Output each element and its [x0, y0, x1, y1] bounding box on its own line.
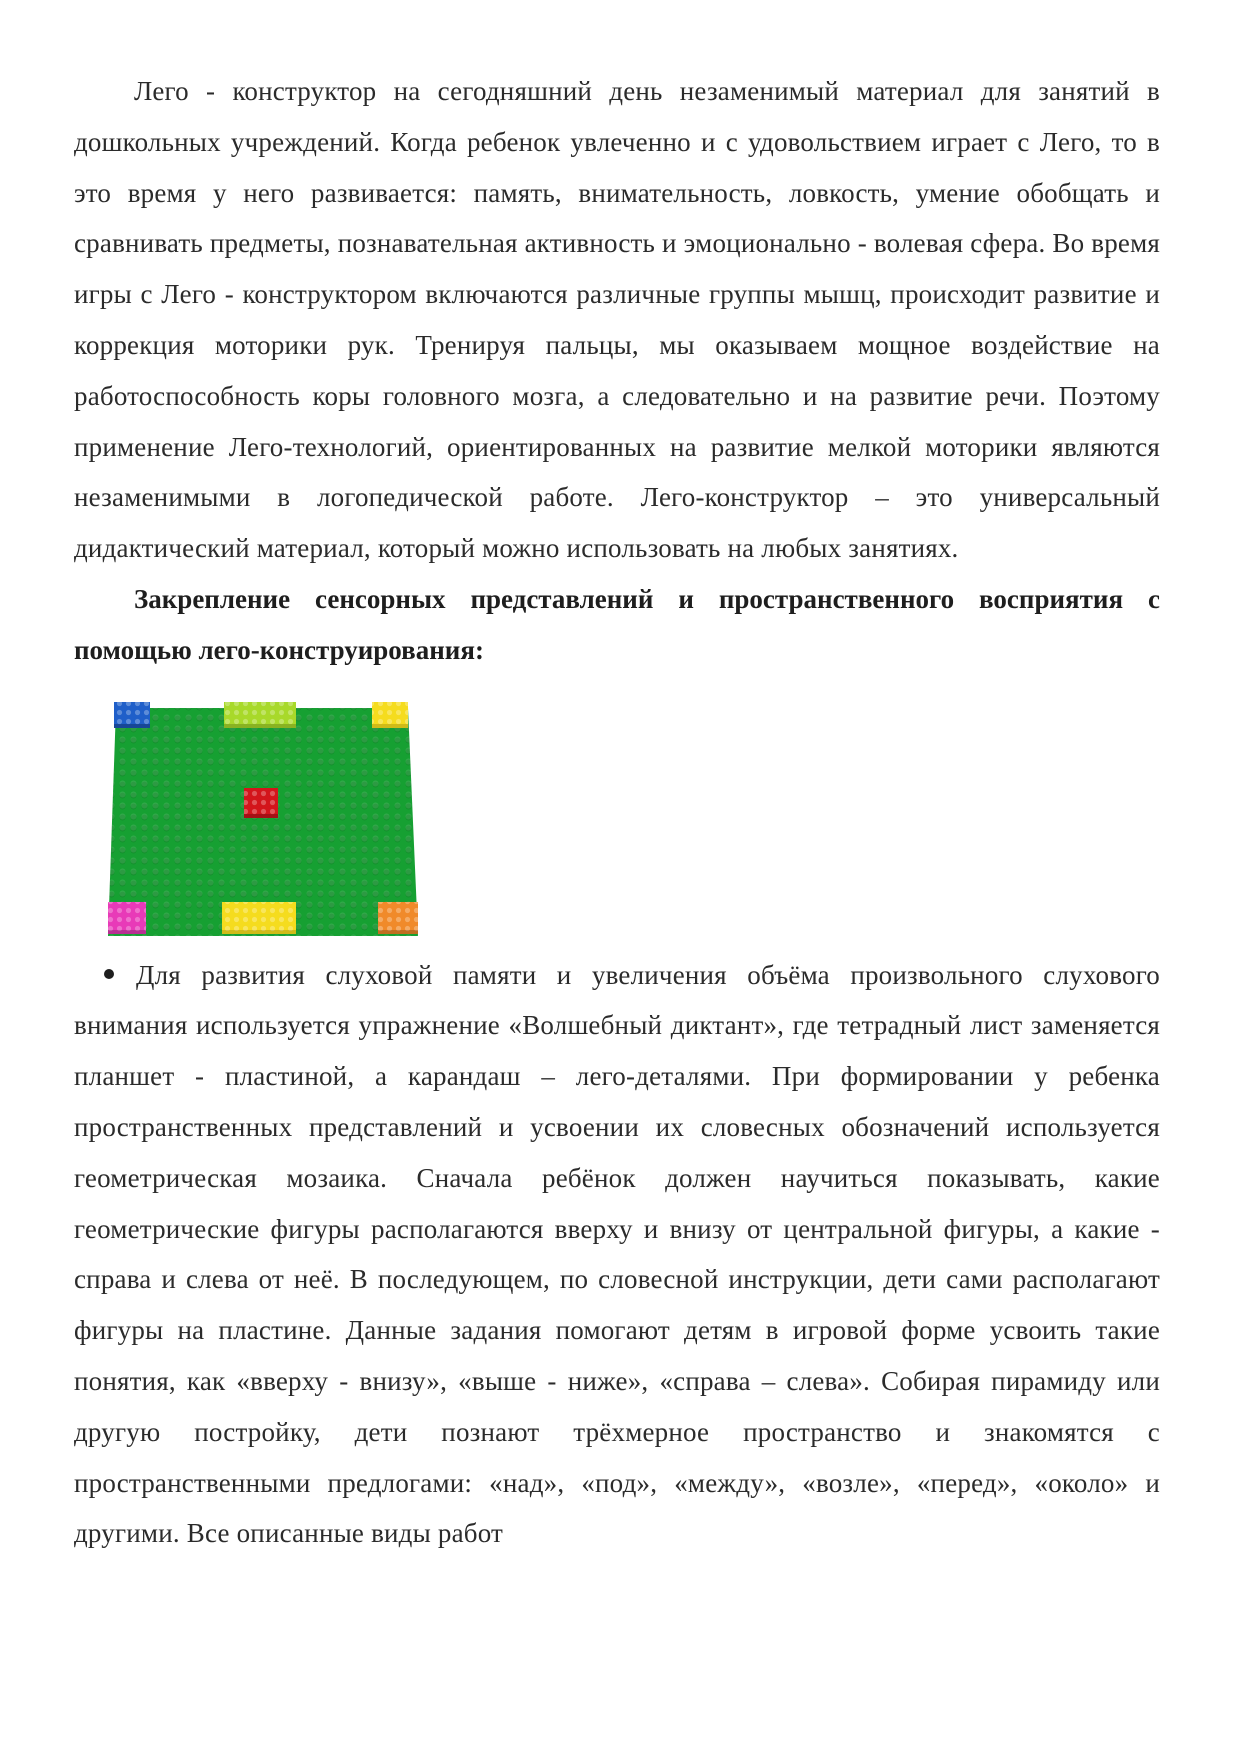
bottom-center-brick	[222, 902, 296, 934]
intro-paragraph: Лего - конструктор на сегодняшний день незаменимый материал для занятий в дошкольных учреждений. Когда ребенок увлеченно и с удовольствием играет с Лего, то в это время у него развивается: память, внимательность, ловкость, умение обобщать и сравнивать предметы, познавательная активность и эмоционально - волевая сфера. Во время игры с Лего - конструктором включаются различные группы мышц, происходит развитие и коррекция моторики рук. Тренируя пальцы, мы оказываем мощное воздействие на работоспособность коры головного мозга, а следовательно и на развитие речи. Поэтому применение Лего-технологий, ориентированных на развитие мелкой моторики являются незаменимыми в логопедической работе. Лего-конструктор – это универсальный дидактический материал, который можно использовать на любых занятиях.	[74, 76, 1160, 564]
top-center-brick	[224, 702, 296, 728]
document-page	[74, 66, 1160, 1559]
top-right-brick	[372, 702, 408, 728]
section-heading: Закрепление сенсорных представлений и пространственного восприятия с помощью лего-конструирования:	[74, 583, 1160, 665]
lego-plate-figure	[106, 690, 426, 944]
lego-plate-illustration	[106, 690, 426, 944]
top-left-brick	[114, 702, 150, 728]
bullet-item	[74, 950, 1160, 1560]
bottom-left-brick	[108, 902, 146, 934]
bullet-text: Для развития слуховой памяти и увеличения объёма произвольного слухового внимания используется упражнение «Волшебный диктант», где тетрадный лист заменяется планшет - пластиной, а карандаш – лего-деталями. При формировании у ребенка пространственных представлений и усвоении их словесных обозначений используется геометрическая мозаика. Сначала ребёнок должен научиться показывать, какие геометрические фигуры располагаются вверху и внизу от центральной фигуры, а какие - справа и слева от неё. В последующем, по словесной инструкции, дети сами располагают фигуры на пластине. Данные задания помогают детям в игровой форме усвоить такие понятия, как «вверху - внизу», «выше - ниже», «справа – слева». Собирая пирамиду или другую постройку, дети познают трёхмерное пространство и знакомятся с пространственными предлогами: «над», «под», «между», «возле», «перед», «около» и другими. Все описанные виды работ	[74, 959, 1160, 1549]
bottom-right-brick	[378, 902, 418, 934]
center-brick	[244, 788, 278, 818]
bullet-icon	[104, 969, 114, 979]
